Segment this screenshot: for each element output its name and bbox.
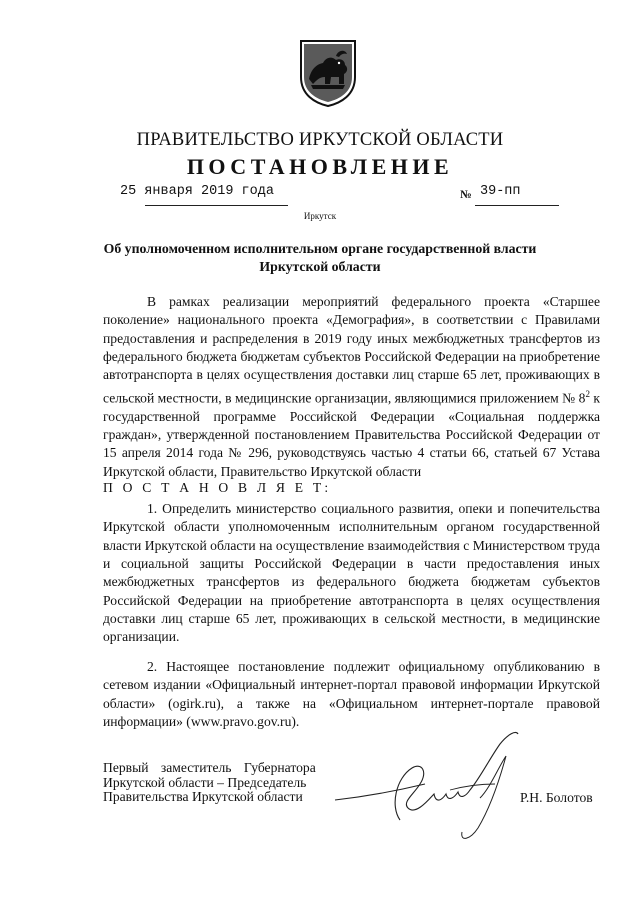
document-subject	[70, 240, 570, 276]
city-name: Иркутск	[303, 211, 337, 221]
preamble-text-part1: В рамках реализации мероприятий федерального проекта «Старшее поколение» национального проекта «Демография», в соответствии с Правилами предоставления и распределения в 2019 году иных межбюджетных трансфертов из федерального бюджета бюджетам субъектов Российской Федерации на приобретение автотранспорта в целях осуществления доставки лиц старше 65 лет, проживающих в сельской местности, в медицинские организации, являющимися приложением № 8	[103, 294, 600, 406]
subject-line-1: Об уполномоченном исполнительном органе государственной власти	[103, 241, 537, 256]
government-title: ПРАВИТЕЛЬСТВО ИРКУТСКОЙ ОБЛАСТИ	[136, 130, 504, 150]
number-underline	[475, 205, 559, 206]
position-line-3: Правительства Иркутской области	[103, 789, 303, 804]
preamble-superscript: 2	[585, 388, 590, 399]
decree-word: П О С Т А Н О В Л Я Е Т:	[103, 480, 332, 495]
document-number: 39-пп	[480, 184, 521, 199]
position-line-1: Первый заместитель Губернатора	[103, 760, 316, 775]
clause-2-paragraph: 2. Настоящее постановление подлежит официальному опубликованию в сетевом издании «Официальный интернет-портал правовой информации Иркутской области» (ogirk.ru), а также на «Официальном интернет-портале правовой информации» (www.pravo.gov.ru).	[103, 659, 600, 730]
preamble-paragraph	[103, 293, 600, 481]
clause-1-paragraph: 1. Определить министерство социального развития, опеки и попечительства Иркутской области уполномоченным исполнительным органом государственной власти Иркутской области на осуществление взаимодействия с Министерством труда и социальной защиты Российской Федерации в части предоставления иных межбюджетных трансфертов из федерального бюджета бюджетам субъектов Российской Федерации на приобретение автотранспорта в целях осуществления доставки лиц старше 65 лет, проживающих в сельской местности, в медицинские организации.	[103, 501, 600, 645]
handwritten-signature	[330, 728, 530, 848]
date-underline	[145, 205, 288, 206]
document-date: 25 января 2019 года	[120, 184, 274, 199]
coat-of-arms-emblem	[299, 39, 357, 107]
preamble-text-part2: к государственной программе Российской Федерации «Социальная поддержка граждан», утвержденной постановлением Правительства Российской Федерации от 15 апреля 2014 года № 296, руководствуясь частью 4 статьи 66, статьей 67 Устава Иркутской области, Правительство Иркутской области	[103, 390, 600, 479]
signatory-position	[103, 761, 316, 805]
subject-line-2: Иркутской области	[259, 259, 381, 274]
number-sign: №	[460, 189, 472, 201]
signatory-name: Р.Н. Болотов	[520, 790, 593, 805]
document-type-heading: ПОСТАНОВЛЕНИЕ	[186, 154, 454, 179]
position-line-2: Иркутской области – Председатель	[103, 774, 307, 790]
